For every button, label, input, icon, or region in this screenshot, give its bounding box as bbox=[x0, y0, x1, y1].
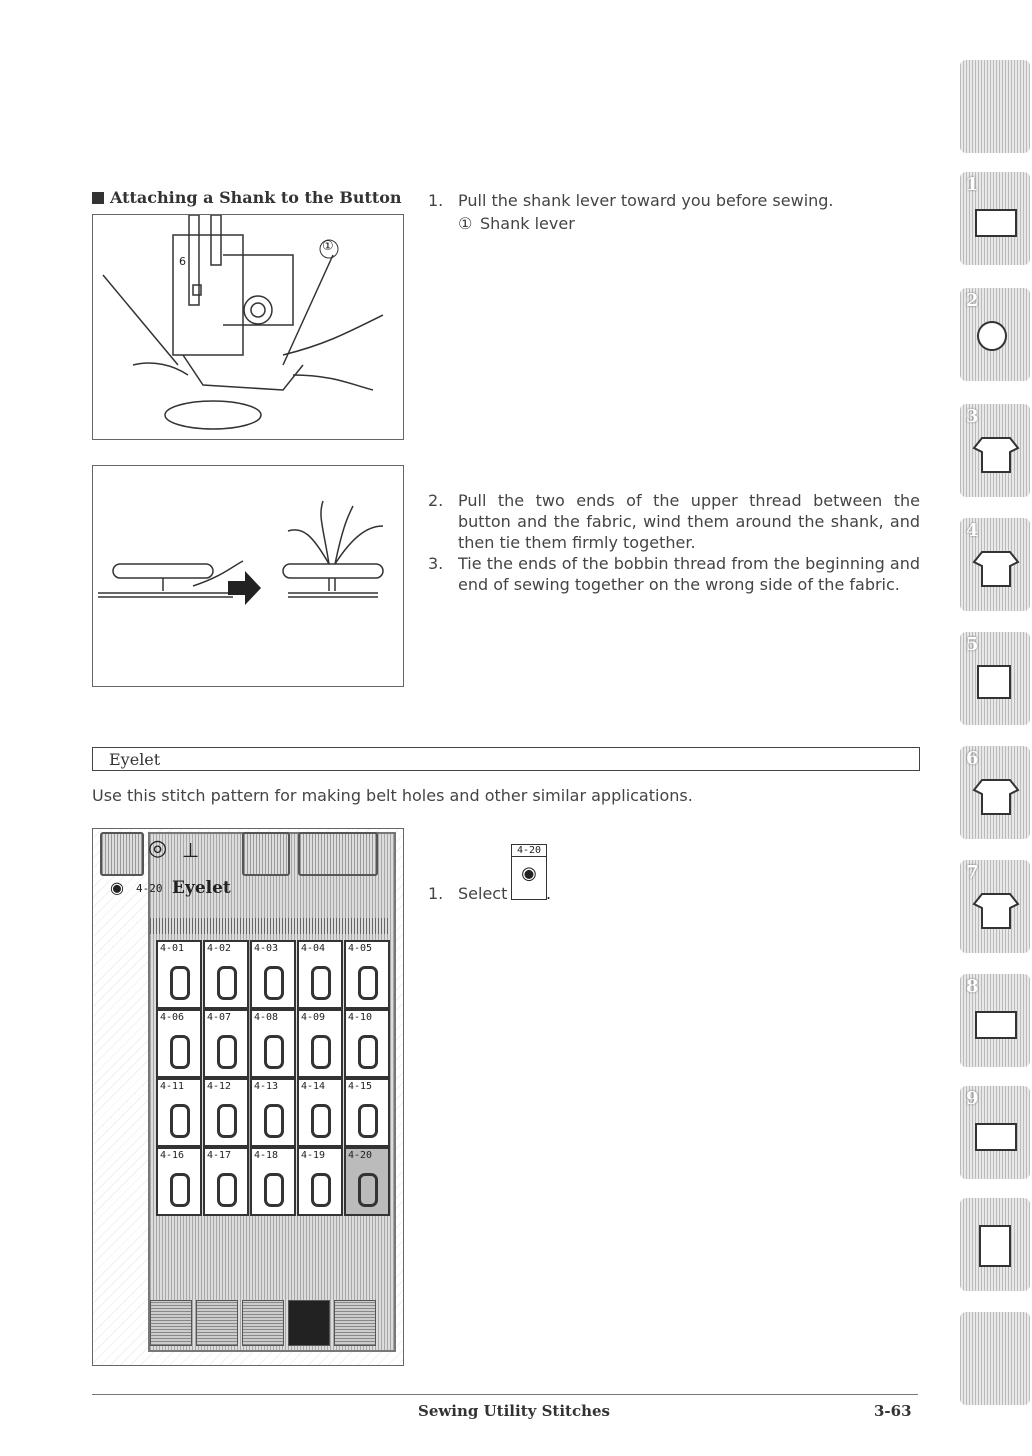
section-title: Attaching a Shank to the Button bbox=[110, 188, 402, 207]
stitch-key[interactable] bbox=[297, 1078, 343, 1147]
figure-shank-lever bbox=[92, 214, 404, 440]
stitch-key-label: 4-12 bbox=[207, 1081, 232, 1092]
step-text: Pull the two ends of the upper thread between the button and the fabric, wind them around the shank, and then tie them firmly together. bbox=[458, 491, 920, 552]
thread-spool-icon bbox=[972, 312, 1020, 360]
tab-num: 1 bbox=[966, 174, 979, 195]
stitch-shape-icon bbox=[170, 966, 190, 1000]
utility-tab[interactable] bbox=[150, 1300, 192, 1346]
tab-chapter-1[interactable] bbox=[960, 172, 1030, 265]
lock-button[interactable] bbox=[242, 832, 290, 876]
stitch-key[interactable] bbox=[203, 1078, 249, 1147]
shirt-icon bbox=[972, 428, 1020, 476]
eyelet-step bbox=[428, 883, 507, 904]
satin-tab[interactable] bbox=[196, 1300, 238, 1346]
tab-chapter-4[interactable] bbox=[960, 518, 1030, 611]
stitch-shape-icon bbox=[311, 1104, 331, 1138]
stitch-key[interactable] bbox=[297, 1009, 343, 1078]
stitch-key[interactable] bbox=[344, 1009, 390, 1078]
stitch-shape-icon bbox=[217, 966, 237, 1000]
stitch-shape-icon bbox=[311, 1173, 331, 1207]
stitch-key-label: 4-20 bbox=[348, 1150, 373, 1161]
step-text: Tie the ends of the bobbin thread from the beginning and end of sewing together on the wrong side of the fabric. bbox=[458, 554, 920, 594]
stitch-key-label: 4-18 bbox=[254, 1150, 279, 1161]
tab-num: 6 bbox=[966, 748, 979, 769]
tab-chapter-7[interactable] bbox=[960, 860, 1030, 953]
step-num: 3. bbox=[428, 554, 444, 573]
tab-num: 5 bbox=[966, 634, 979, 655]
stitch-shape-icon bbox=[358, 1104, 378, 1138]
stitch-key-label: 4-19 bbox=[301, 1150, 326, 1161]
eyelet-stitch-icon: ◉ bbox=[521, 863, 537, 884]
stitch-key[interactable] bbox=[203, 1147, 249, 1216]
tab-chapter-5[interactable] bbox=[960, 632, 1030, 725]
tab-chapter-6[interactable] bbox=[960, 746, 1030, 839]
machine-maintenance-icon bbox=[972, 998, 1020, 1046]
stitch-key-label: 4-05 bbox=[348, 943, 373, 954]
footer-rule bbox=[92, 1394, 918, 1395]
tab-num: 9 bbox=[966, 1088, 979, 1109]
stitch-key[interactable] bbox=[344, 940, 390, 1009]
stitch-key-label: 4-09 bbox=[301, 1012, 326, 1023]
steps-2-3 bbox=[428, 490, 920, 595]
bobbin-icon: ◎ bbox=[148, 836, 168, 861]
stitch-shape-icon bbox=[170, 1173, 190, 1207]
step-text: Select bbox=[458, 884, 508, 903]
tab-num: 8 bbox=[966, 976, 979, 997]
lcd-screen bbox=[110, 832, 396, 1352]
document-pages-icon bbox=[972, 1222, 1020, 1270]
tab-num: 7 bbox=[966, 862, 979, 883]
stitch-shape-icon bbox=[170, 1104, 190, 1138]
needle-position-icon: ⊥ bbox=[182, 838, 200, 862]
stitch-key[interactable] bbox=[156, 940, 202, 1009]
stitch-key-label: 4-16 bbox=[160, 1150, 185, 1161]
stitch-shape-icon bbox=[264, 1173, 284, 1207]
arrow-right-icon bbox=[228, 571, 261, 605]
stitch-key[interactable] bbox=[156, 1147, 202, 1216]
pattern-code: 4-20 bbox=[136, 882, 163, 895]
pattern-key-4-20[interactable] bbox=[511, 844, 547, 900]
page-number: 3-63 bbox=[874, 1402, 912, 1420]
abc-shirt-icon bbox=[972, 542, 1020, 590]
eyelet-stitch-icon: ◉ bbox=[110, 878, 124, 897]
stitch-shape-icon bbox=[264, 1104, 284, 1138]
stitch-shape-icon bbox=[217, 1035, 237, 1069]
callout-num: ① bbox=[458, 214, 473, 233]
stitch-key-label: 4-15 bbox=[348, 1081, 373, 1092]
stitch-shape-icon bbox=[358, 1173, 378, 1207]
stitch-key-label: 4-11 bbox=[160, 1081, 185, 1092]
stitch-key[interactable] bbox=[156, 1078, 202, 1147]
tab-chapter-3[interactable] bbox=[960, 404, 1030, 497]
stitch-key[interactable] bbox=[344, 1078, 390, 1147]
stitch-shape-icon bbox=[311, 1035, 331, 1069]
buttonhole-tab[interactable] bbox=[288, 1300, 330, 1346]
tab-chapter-8[interactable] bbox=[960, 974, 1030, 1067]
callout-label: ① bbox=[322, 239, 334, 254]
eyelet-heading: Eyelet bbox=[109, 750, 161, 769]
stitch-key-label: 4-13 bbox=[254, 1081, 279, 1092]
stitch-key[interactable] bbox=[250, 940, 296, 1009]
tab-index[interactable] bbox=[960, 1312, 1030, 1405]
period: . bbox=[546, 884, 552, 903]
stitch-shape-icon bbox=[311, 966, 331, 1000]
tab-chapter-2[interactable] bbox=[960, 288, 1030, 381]
step-num: 1. bbox=[428, 884, 444, 903]
stitch-shape-icon bbox=[217, 1104, 237, 1138]
stitch-shape-icon bbox=[217, 1173, 237, 1207]
figure-tie-threads bbox=[92, 465, 404, 687]
page-indicator bbox=[150, 918, 390, 934]
callout-text: Shank lever bbox=[480, 214, 575, 233]
shirt-icon bbox=[972, 884, 1020, 932]
needle-mode-button[interactable] bbox=[100, 832, 144, 876]
decorative-tab[interactable] bbox=[334, 1300, 376, 1346]
stitch-shape-icon bbox=[264, 1035, 284, 1069]
category-button[interactable] bbox=[298, 832, 378, 876]
eyelet-heading-bar bbox=[92, 747, 920, 771]
stitch-key[interactable] bbox=[297, 940, 343, 1009]
step-1 bbox=[428, 190, 928, 234]
key-label: 4-20 bbox=[512, 845, 546, 857]
stitch-key[interactable] bbox=[344, 1147, 390, 1216]
tab-appendix[interactable] bbox=[960, 1198, 1030, 1291]
tab-num: 4 bbox=[966, 520, 979, 541]
embroidery-frame-icon bbox=[972, 656, 1020, 704]
shirt-icon bbox=[972, 770, 1020, 818]
stitch-key-label: 4-03 bbox=[254, 943, 279, 954]
stitch-key[interactable] bbox=[156, 1009, 202, 1078]
tie-threads-illustration bbox=[93, 466, 403, 686]
troubleshooting-icon bbox=[972, 1110, 1020, 1158]
stitch-key[interactable] bbox=[203, 940, 249, 1009]
stitch-key-label: 4-07 bbox=[207, 1012, 232, 1023]
stitch-key[interactable] bbox=[250, 1147, 296, 1216]
tab-num: 2 bbox=[966, 290, 979, 311]
stitch-key-label: 4-14 bbox=[301, 1081, 326, 1092]
tab-num: 3 bbox=[966, 406, 979, 427]
stitch-key-label: 4-10 bbox=[348, 1012, 373, 1023]
stitch-key[interactable] bbox=[203, 1009, 249, 1078]
step-text: Pull the shank lever toward you before sewing. bbox=[458, 191, 834, 210]
stitch-shape-icon bbox=[358, 1035, 378, 1069]
stitch-shape-icon bbox=[358, 966, 378, 1000]
stitch-shape-icon bbox=[264, 966, 284, 1000]
footer-title: Sewing Utility Stitches bbox=[418, 1402, 610, 1420]
section-heading bbox=[92, 188, 402, 207]
eyelet-intro: Use this stitch pattern for making belt holes and other similar applications. bbox=[92, 786, 693, 805]
presser-foot-illustration bbox=[93, 215, 403, 439]
step-num: 2. bbox=[428, 491, 444, 510]
step-num: 1. bbox=[428, 191, 444, 210]
stitch-key-label: 4-01 bbox=[160, 943, 185, 954]
stitch-key[interactable] bbox=[250, 1009, 296, 1078]
pattern-name: Eyelet bbox=[172, 878, 231, 898]
stitch-key-label: 4-02 bbox=[207, 943, 232, 954]
stitch-key-label: 4-08 bbox=[254, 1012, 279, 1023]
stretch-tab[interactable] bbox=[242, 1300, 284, 1346]
stitch-key-label: 4-06 bbox=[160, 1012, 185, 1023]
tab-chapter-9[interactable] bbox=[960, 1086, 1030, 1179]
stitch-shape-icon bbox=[170, 1035, 190, 1069]
stitch-key[interactable] bbox=[250, 1078, 296, 1147]
needle-number: 6 bbox=[179, 255, 186, 268]
tab-contents[interactable] bbox=[960, 60, 1030, 153]
sewing-machine-icon bbox=[972, 196, 1020, 244]
stitch-key[interactable] bbox=[297, 1147, 343, 1216]
stitch-key-label: 4-04 bbox=[301, 943, 326, 954]
stitch-key-label: 4-17 bbox=[207, 1150, 232, 1161]
